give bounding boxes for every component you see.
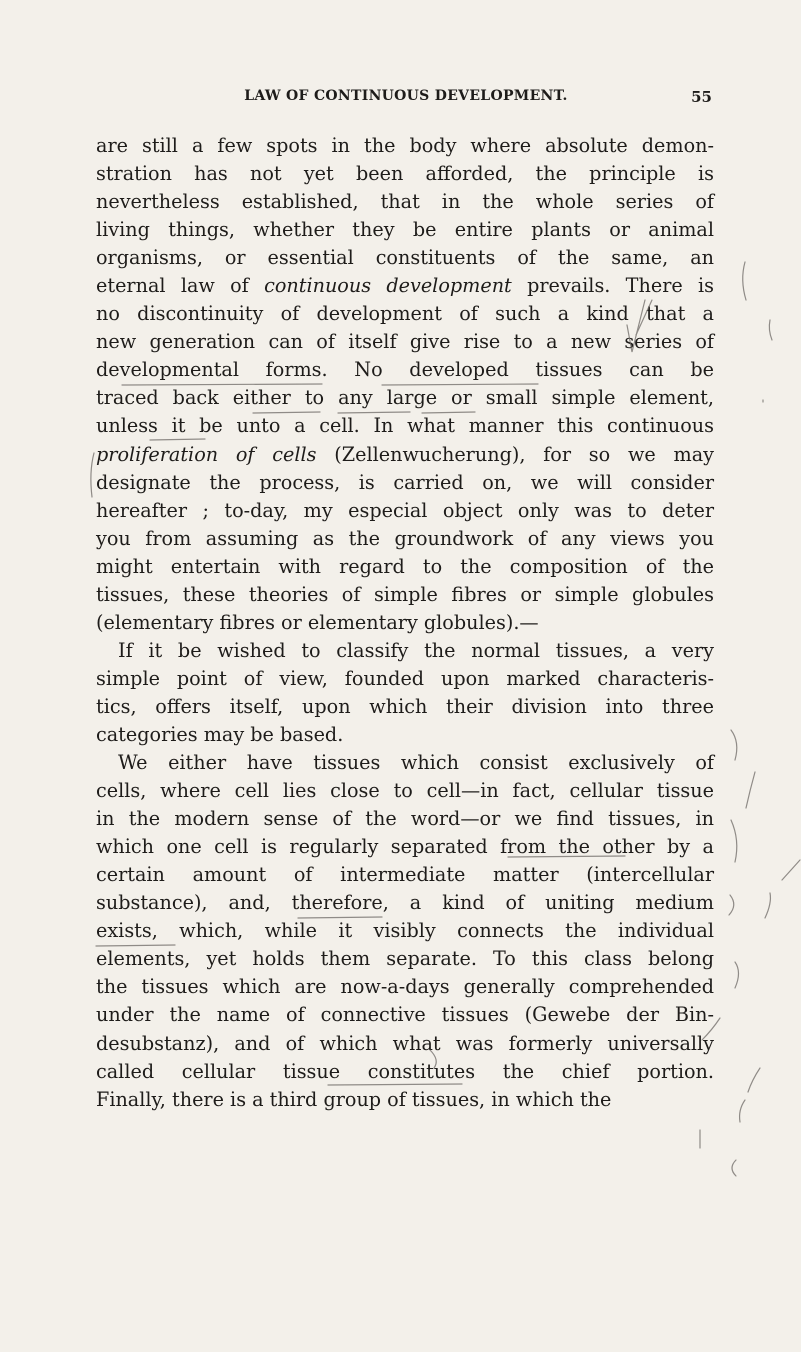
pencil-margin-mark	[765, 893, 770, 918]
pencil-margin-mark	[743, 262, 746, 300]
running-title: LAW OF CONTINUOUS DEVELOPMENT.	[244, 88, 568, 104]
pencil-margin-mark	[731, 820, 737, 862]
text-line: called cellular tissue constitutes the chief portion.	[96, 1059, 714, 1083]
text-line: the tissues which are now-a-days generally comprehended	[96, 975, 714, 999]
text-line: (elementary fibres or elementary globules).—	[96, 610, 539, 634]
text-line: under the name of connective tissues (Gewebe der Bin-	[96, 1003, 714, 1027]
pencil-margin-mark	[782, 860, 800, 880]
text-line: hereafter ; to-day, my especial object only was to deter	[96, 498, 714, 522]
italic-phrase: continuous development	[264, 274, 512, 298]
text-line: organisms, or essential constituents of the same, an	[96, 246, 714, 270]
text-line-with-italic	[96, 441, 714, 469]
pencil-margin-mark	[732, 1160, 736, 1176]
page-header	[100, 88, 712, 114]
page-number: 55	[691, 88, 712, 106]
paragraph-start-line: We either have tissues which consist exclusively of	[118, 751, 714, 775]
text-line: living things, whether they be entire plants or animal	[96, 218, 714, 242]
text-line: unless it be unto a cell. In what manner this continuous	[96, 414, 714, 438]
text-line: tissues, these theories of simple fibres or simple globules	[96, 582, 714, 606]
pencil-margin-mark	[740, 1100, 745, 1122]
pencil-bracket	[91, 453, 94, 497]
text-line: categories may be based.	[96, 722, 344, 746]
text-line: no discontinuity of development of such a kind that a	[96, 302, 714, 326]
text-line: nevertheless established, that in the whole series of	[96, 190, 714, 214]
text-line: Finally, there is a third group of tissues, in which the	[96, 1087, 612, 1111]
text-line: simple point of view, founded upon marked characteris-	[96, 666, 714, 690]
italic-phrase: proliferation of cells	[96, 442, 317, 466]
text-fragment: eternal law of	[96, 274, 265, 298]
pencil-margin-mark	[729, 895, 734, 915]
text-line: elements, yet holds them separate. To this class belong	[96, 947, 714, 971]
text-line: new generation can of itself give rise to a new series of	[96, 330, 714, 354]
text-fragment: (Zellenwucherung), for so we may	[316, 442, 714, 466]
text-line: exists, which, while it visibly connects the individual	[96, 919, 714, 943]
text-line: are still a few spots in the body where absolute demon-	[96, 134, 714, 157]
text-line: might entertain with regard to the composition of the	[96, 554, 714, 578]
text-line: certain amount of intermediate matter (intercellular	[96, 863, 714, 887]
text-line: you from assuming as the groundwork of any views you	[96, 526, 714, 550]
pencil-margin-mark	[748, 1068, 760, 1092]
text-line: stration has not yet been afforded, the principle is	[96, 162, 714, 186]
text-line: substance), and, therefore, a kind of uniting medium	[96, 891, 714, 915]
text-line: traced back either to any large or small simple element,	[96, 386, 714, 410]
pencil-margin-mark	[731, 730, 737, 760]
text-line: designate the process, is carried on, we will consider	[96, 470, 714, 494]
paragraph-start-line: If it be wished to classify the normal tissues, a very	[118, 638, 714, 662]
text-line: desubstanz), and of which what was formerly universally	[96, 1031, 714, 1055]
text-line: which one cell is regularly separated from the other by a	[96, 835, 714, 859]
text-line: tics, offers itself, upon which their division into three	[96, 694, 714, 718]
pencil-margin-mark	[769, 320, 772, 340]
pencil-margin-mark	[735, 962, 739, 988]
text-fragment: prevails. There is	[511, 274, 714, 298]
text-line: in the modern sense of the word—or we find tissues, in	[96, 807, 714, 831]
text-line: cells, where cell lies close to cell—in fact, cellular tissue	[96, 779, 714, 803]
text-line: developmental forms. No developed tissues can be	[96, 358, 714, 382]
pencil-margin-mark	[746, 772, 755, 808]
body-text	[96, 132, 714, 1114]
text-line-with-italic	[96, 272, 714, 300]
